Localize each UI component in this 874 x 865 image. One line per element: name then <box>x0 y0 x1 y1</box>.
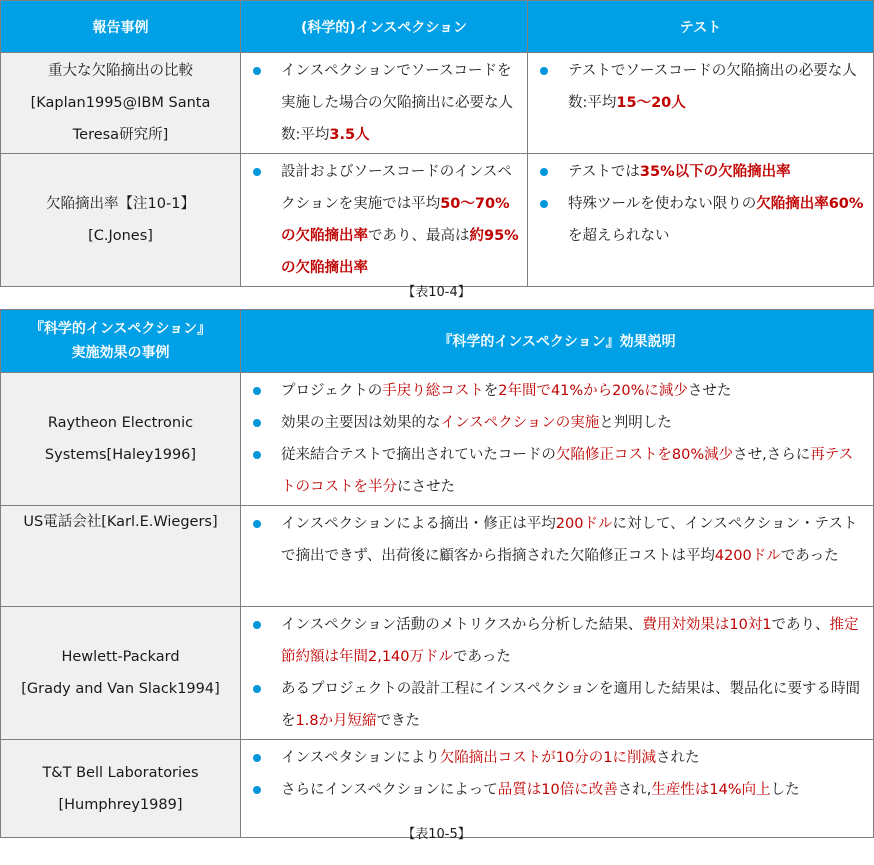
effect-cell <box>241 740 874 838</box>
table-row <box>1 154 874 287</box>
case-line: [Humphrey1989] <box>58 796 183 813</box>
list-item: インスペタションにより欠陥摘出コストが10分の1に削減された <box>241 742 867 774</box>
test-cell <box>528 53 874 154</box>
table-header-row <box>1 1 874 53</box>
header-case: 報告事例 <box>1 1 241 53</box>
header-test: テスト <box>528 1 874 53</box>
list-item: 特殊ツールを使わない限りの欠陥摘出率60%を超えられない <box>528 188 867 252</box>
case-cell <box>1 607 241 740</box>
list-item: インスペクション活動のメトリクスから分析した結果、費用対効果は10対1であり、推定節約額は年間2,140万ドルであった <box>241 609 867 673</box>
case-line: 欠陥摘出率【注10-1】 <box>46 196 195 212</box>
case-cell <box>1 154 241 287</box>
case-cell <box>1 740 241 838</box>
list-item: テストでソースコードの欠陥摘出の必要な人数:平均15～20人 <box>528 55 867 119</box>
case-line: 重大な欠陥摘出の比較 <box>48 63 193 79</box>
case-cell <box>1 373 241 506</box>
effect-cell <box>241 607 874 740</box>
table-caption: 【表10-5】 <box>402 827 471 842</box>
case-line: Teresa研究所] <box>72 127 169 143</box>
table-row <box>1 740 874 838</box>
table-row <box>1 53 874 154</box>
case-line: T&T Bell Laboratories <box>42 764 199 781</box>
table-10-4 <box>0 0 874 287</box>
inspection-cell <box>241 53 528 154</box>
header-inspection: (科学的)インスペクション <box>241 1 528 53</box>
list-item: 従来結合テストで摘出されていたコードの欠陥修正コストを80%減少させ,さらに再テストのコストを半分にさせた <box>241 439 867 503</box>
table-row <box>1 373 874 506</box>
list-item: 設計およびソースコードのインスペクションを実施では平均50～70%の欠陥摘出率であり、最高は約95%の欠陥摘出率 <box>241 156 521 284</box>
case-cell <box>1 53 241 154</box>
inspection-cell <box>241 154 528 287</box>
header-line: 『科学的インスペクション』 <box>29 321 212 337</box>
effect-cell <box>241 506 874 607</box>
table-caption: 【表10-4】 <box>402 285 471 300</box>
case-line: [Kaplan1995@IBM Santa <box>30 95 211 111</box>
table-row <box>1 506 874 607</box>
case-line: [C.Jones] <box>88 228 153 244</box>
test-cell <box>528 154 874 287</box>
list-item: 効果の主要因は効果的なインスペクションの実施と判明した <box>241 407 867 439</box>
list-item: テストでは35%以下の欠陥摘出率 <box>528 156 867 188</box>
case-line: Hewlett-Packard <box>61 649 180 665</box>
case-line: [Grady and Van Slack1994] <box>21 681 220 697</box>
effect-cell <box>241 373 874 506</box>
header-line: 実施効果の事例 <box>71 345 170 361</box>
table-row <box>1 607 874 740</box>
case-line: Raytheon Electronic <box>47 415 194 431</box>
list-item: さらにインスペクションによって品質は10倍に改善され,生産性は14%向上した <box>241 774 867 806</box>
table-header-row <box>1 310 874 373</box>
header-effect: 『科学的インスペクション』効果説明 <box>241 310 874 373</box>
case-cell <box>1 506 241 607</box>
list-item: インスペクションによる摘出・修正は平均200ドルに対して、インスペクション・テストで摘出できず、出荷後に顧客から指摘された欠陥修正コストは平均4200ドルであった <box>241 508 867 572</box>
list-item: あるプロジェクトの設計工程にインスペクションを適用した結果は、製品化に要する時間を1.8か月短縮できた <box>241 673 867 737</box>
list-item: インスペクションでソースコードを実施した場合の欠陥摘出に必要な人数:平均3.5人 <box>241 55 521 151</box>
case-line: Systems[Haley1996] <box>44 447 197 463</box>
list-item: プロジェクトの手戻り総コストを2年間で41%から20%に減少させた <box>241 375 867 407</box>
table-10-5 <box>0 309 874 838</box>
case-line: US電話会社[Karl.E.Wiegers] <box>23 514 218 530</box>
header-case <box>1 310 241 373</box>
